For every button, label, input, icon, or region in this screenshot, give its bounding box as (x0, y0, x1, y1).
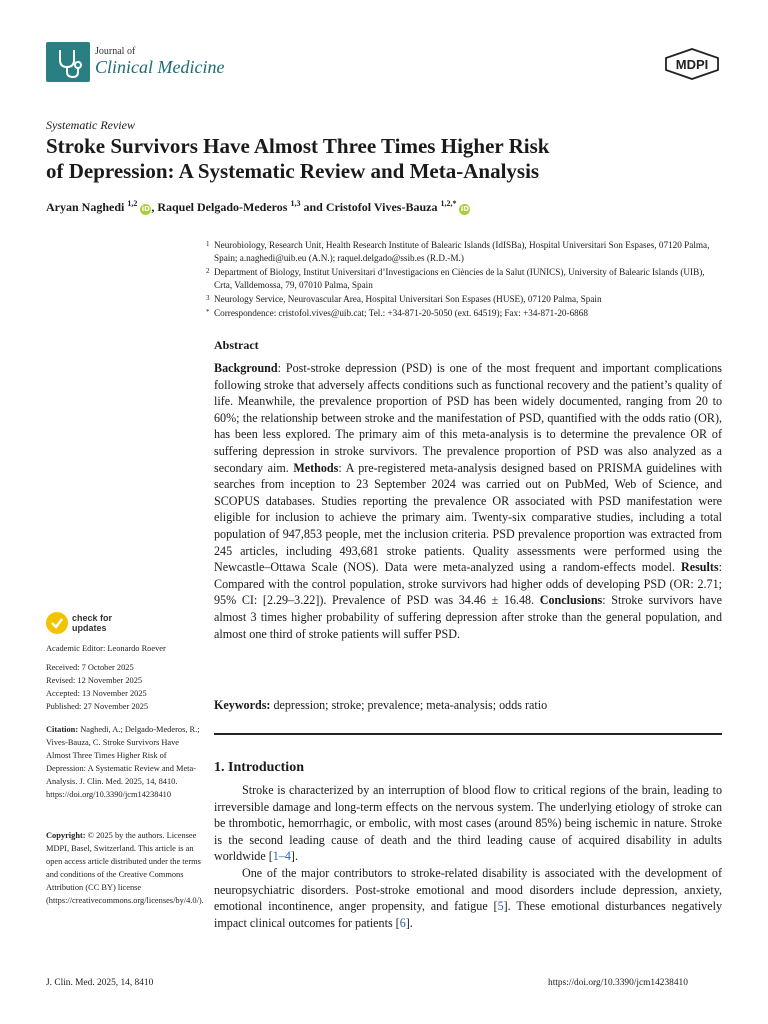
abstract-text: : A pre-registered meta-analysis designed based on PRISMA guidelines with searches from inception to 23 September 2024 was carried out on PubMed, Web of Science, and SCOPUS databases. Studies reporting the prevalence OR associated with PSD manifestation were eligible for inclusion to achieve the primary aim. Twenty-six comparative studies, including a total population of 947,853 people, met the inclusion criteria. PSD prevalence proportion was extracted from 245 articles, including 493,681 stroke patients. Quality assessments were performed using the Newcastle–Ottawa Scale (NOS). Data were meta-analyzed using a random-effects model. (214, 460, 722, 575)
title-line: Stroke Survivors Have Almost Three Times Higher Risk (46, 134, 550, 158)
affiliation-number: 3 (206, 294, 210, 302)
citation-text: Naghedi, A.; Delgado-Mederos, R.; Vives-Bauza, C. Stroke Survivors Have Almost Three Times Higher Risk of Depression: A Systematic Review and Meta-Analysis. J. Clin. Med. 2025, 14, 8410. https://doi.org/10.3390/jcm14238410 (46, 725, 200, 799)
abstract-heading: Abstract (214, 338, 259, 352)
abstract-body (214, 360, 722, 642)
journal-name: Clinical Medicine (95, 57, 225, 77)
academic-editor: Academic Editor: Leonardo Roever (46, 644, 166, 653)
revised-date: Revised: 12 November 2025 (46, 676, 143, 685)
footer-citation: J. Clin. Med. 2025, 14, 8410 (46, 978, 154, 988)
check-for-updates-label (72, 613, 112, 633)
abstract-text: : Compared with the control population, stroke survivors had higher odds of developing PSD (OR: 2.71; 95% CI: [2.29–3.22]). Prevalence of PSD was 34.46 ± 16.48. (214, 560, 722, 608)
article-type: Systematic Review (46, 118, 135, 132)
copyright-text: © 2025 by the authors. Licensee MDPI, Basel, Switzerland. This article is an open access article distributed under the terms and conditions of the Creative Commons Attribution (CC BY) license (https://creativecommons.org/licenses/by/4.0/). (46, 831, 204, 905)
author-affiliation: 1,2,* (440, 199, 457, 208)
author-affiliation: 1,3 (290, 199, 301, 208)
author-list (46, 199, 470, 215)
received-date: Received: 7 October 2025 (46, 663, 134, 672)
abstract-label: Methods (293, 460, 339, 475)
affiliation-text: Neurobiology, Research Unit, Health Research Institute of Balearic Islands (IdISBa), Hospital Universitari Son Espases, 07120 Palma, Spain; a.naghedi@uib.eu (A.N.); raquel.delgado@ssib.es (R.D.-M.) (214, 240, 710, 263)
citation-block (46, 723, 202, 801)
affiliation-text: Correspondence: cristofol.vives@uib.cat; Tel.: +34-871-20-5050 (ext. 64519); Fax: +34-871-20-6868 (214, 308, 588, 318)
author-name: Raquel Delgado-Mederos (157, 200, 288, 214)
affiliation (206, 239, 724, 265)
affiliation-number: * (206, 308, 210, 316)
citation-label: Citation: (46, 725, 79, 734)
abstract-text: : Post-stroke depression (PSD) is one of the most frequent and important complications following stroke that adversely affects conditions such as functional recovery and the patient’s quality of life. Meanwhile, the prevalence proportion of PSD has been widely documented, ranging from 20 to 60%; the relationship between stroke and the manifestation of PSD, quantified with the odds ratio (OR), has been less explored. The primary aim of this meta-analysis is to determine the prevalence OR of suffering depression in stroke survivors. The prevalence proportion of PSD was also analyzed as a secondary aim. (214, 361, 722, 475)
paragraph-text: Stroke is characterized by an interruption of blood flow to critical regions of the brain, leading to irreversible damage and long-term effects on the nervous system. The underlying etiology of stroke can be thrombotic, hemorrhagic, or embolic, with most cases (around 85%) being ischemic in nature. Stroke is the second leading cause of death and the third leading cause of acquired disability in adults worldwide [ (214, 783, 722, 864)
author-separator: and (300, 200, 326, 214)
abstract-label: Background (214, 361, 278, 375)
section-divider (214, 733, 722, 735)
journal-logo (46, 42, 90, 82)
author-name: Cristofol Vives-Bauza (325, 200, 438, 214)
journal-of-label: Journal of (95, 46, 136, 57)
paragraph (214, 865, 722, 931)
author-name: Aryan Naghedi (46, 200, 125, 214)
title-line: of Depression: A Systematic Review and Meta-Analysis (46, 159, 540, 183)
stethoscope-icon (46, 42, 90, 82)
page-title (46, 134, 726, 184)
section-heading: 1. Introduction (214, 760, 304, 775)
author-separator: , (151, 200, 158, 214)
citation-link[interactable]: 6 (399, 915, 406, 930)
published-date: Published: 27 November 2025 (46, 702, 149, 711)
affiliation-number: 2 (206, 267, 210, 275)
footer-doi[interactable]: https://doi.org/10.3390/jcm14238410 (548, 978, 688, 988)
affiliation-text: Department of Biology, Institut Universitari d’Investigacions en Ciències de la Salut (IUNICS), University of Balearic Islands (UIB), Crta, Valldemossa, 79, 07010 Palma, Spain (214, 267, 705, 290)
paragraph-text: ]. (290, 849, 298, 864)
affiliation (206, 266, 724, 292)
check-icon (46, 612, 68, 634)
paragraph (214, 782, 722, 865)
copyright-label: Copyright: (46, 831, 86, 840)
abstract-text: : Stroke survivors have almost 3 times higher probability of suffering depression after stroke than the general population, and almost one third of stroke patients will suffer PSD. (214, 593, 722, 641)
orcid-icon[interactable]: iD (141, 205, 150, 213)
check-line: updates (72, 623, 107, 633)
intro-body (214, 782, 722, 931)
paragraph-text: One of the major contributors to stroke-related disability is associated with the development of neuropsychiatric disorders. Post-stroke emotional and mood disorders include depression, anxiety, emotional incontinence, anger propensity, and fatigue [ (214, 865, 722, 914)
paragraph-text: ]. (405, 915, 413, 930)
copyright-block (46, 829, 202, 907)
check-line: check for (72, 613, 113, 623)
citation-link[interactable]: 1–4 (272, 849, 291, 864)
keywords (214, 698, 722, 713)
citation-link[interactable]: 5 (497, 899, 504, 914)
check-for-updates-button[interactable] (46, 612, 166, 636)
orcid-icon[interactable]: iD (460, 205, 470, 213)
affiliation-text: Neurology Service, Neurovascular Area, Hospital Universitari Son Espases (HUSE), 07120 Palma, Spain (214, 294, 602, 304)
abstract-label: Conclusions (539, 593, 603, 608)
affiliation-number: 1 (206, 240, 210, 248)
affiliation (206, 293, 724, 306)
paragraph-text: ]. These emotional disturbances negatively impact clinical outcomes for patients [ (214, 899, 722, 930)
author-affiliation: 1,2 (127, 199, 138, 208)
publisher-logo (664, 48, 720, 80)
accepted-date: Accepted: 13 November 2025 (46, 689, 147, 698)
correspondence (206, 307, 724, 320)
abstract-label: Results (680, 560, 719, 575)
keywords-text: depression; stroke; prevalence; meta-analysis; odds ratio (270, 698, 548, 712)
keywords-label: Keywords: (214, 698, 271, 712)
publisher-name: MDPI (675, 57, 709, 72)
